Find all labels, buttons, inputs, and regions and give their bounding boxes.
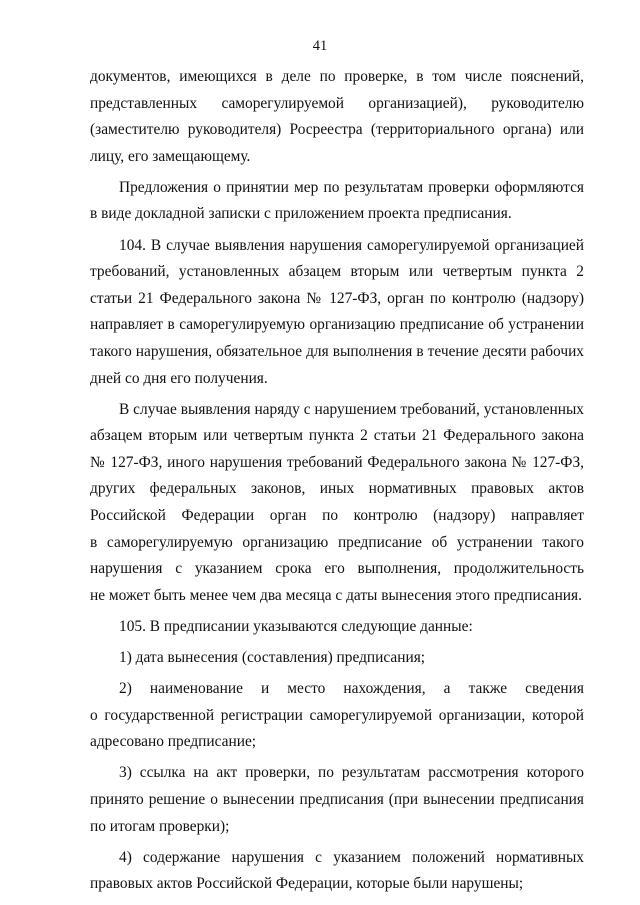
text-line: 3) ссылка на акт проверки, по результатам рассмотрения которого bbox=[119, 764, 584, 782]
document-body bbox=[90, 64, 584, 898]
text-line: других федеральных законов, иных нормативных правовых актов bbox=[90, 480, 584, 498]
list-item bbox=[90, 645, 584, 672]
text-line: направляет в саморегулируемую организацию предписание об устранении bbox=[90, 316, 584, 334]
text-line: Предложения о принятии мер по результатам проверки оформляются bbox=[119, 178, 584, 196]
page-number: 41 bbox=[312, 38, 328, 54]
text-line: 1) дата вынесения (составления) предписания; bbox=[119, 648, 426, 666]
text-line: нарушения с указанием срока его выполнения, продолжительность bbox=[90, 560, 584, 578]
text-line: в виде докладной записки с приложением проекта предписания. bbox=[90, 205, 512, 223]
paragraph bbox=[90, 64, 584, 170]
text-line: дней со дня его получения. bbox=[90, 369, 268, 387]
text-line: 105. В предписании указываются следующие данные: bbox=[119, 617, 473, 635]
text-line: абзацем вторым или четвертым пункта 2 статьи 21 Федерального закона bbox=[90, 427, 584, 445]
text-line: 2) наименование и место нахождения, а также сведения bbox=[119, 680, 584, 698]
text-line: 4) содержание нарушения с указанием положений нормативных bbox=[119, 848, 584, 866]
text-line: правовых актов Российской Федерации, которые были нарушены; bbox=[90, 875, 524, 893]
text-line: требований, установленных абзацем вторым или четвертым пункта 2 bbox=[90, 263, 584, 281]
text-line: такого нарушения, обязательное для выполнения в течение десяти рабочих bbox=[90, 342, 584, 360]
text-line: лицу, его замещающему. bbox=[90, 147, 251, 165]
list-item bbox=[90, 676, 584, 756]
paragraph bbox=[90, 175, 584, 228]
paragraph bbox=[90, 614, 584, 641]
paragraph bbox=[90, 397, 584, 610]
paragraph bbox=[90, 233, 584, 393]
text-line: не может быть менее чем два месяца с даты вынесения этого предписания. bbox=[90, 586, 582, 604]
text-line: документов, имеющихся в деле по проверке, в том числе пояснений, bbox=[90, 68, 584, 85]
list-item bbox=[90, 845, 584, 898]
text-line: представленных саморегулируемой организацией), руководителю bbox=[90, 94, 584, 112]
text-line: адресовано предписание; bbox=[90, 733, 257, 751]
text-line: (заместителю руководителя) Росреестра (территориального органа) или bbox=[90, 121, 584, 139]
text-line: В случае выявления наряду с нарушением требований, установленных bbox=[119, 400, 584, 418]
text-line: № 127-ФЗ, иного нарушения требований Федерального закона № 127-ФЗ, bbox=[90, 453, 584, 471]
list-item bbox=[90, 760, 584, 840]
text-line: 104. В случае выявления нарушения саморегулируемой организацией bbox=[119, 236, 584, 254]
text-line: Российской Федерации орган по контролю (надзору) направляет bbox=[90, 507, 584, 524]
text-line: в саморегулируемую организацию предписание об устранении такого bbox=[90, 533, 584, 551]
text-line: статьи 21 Федерального закона № 127-ФЗ, орган по контролю (надзору) bbox=[90, 289, 584, 307]
text-line: по итогам проверки); bbox=[90, 817, 230, 835]
text-line: принято решение о вынесении предписания (при вынесении предписания bbox=[90, 790, 584, 808]
text-line: о государственной регистрации саморегулируемой организации, которой bbox=[90, 706, 584, 724]
